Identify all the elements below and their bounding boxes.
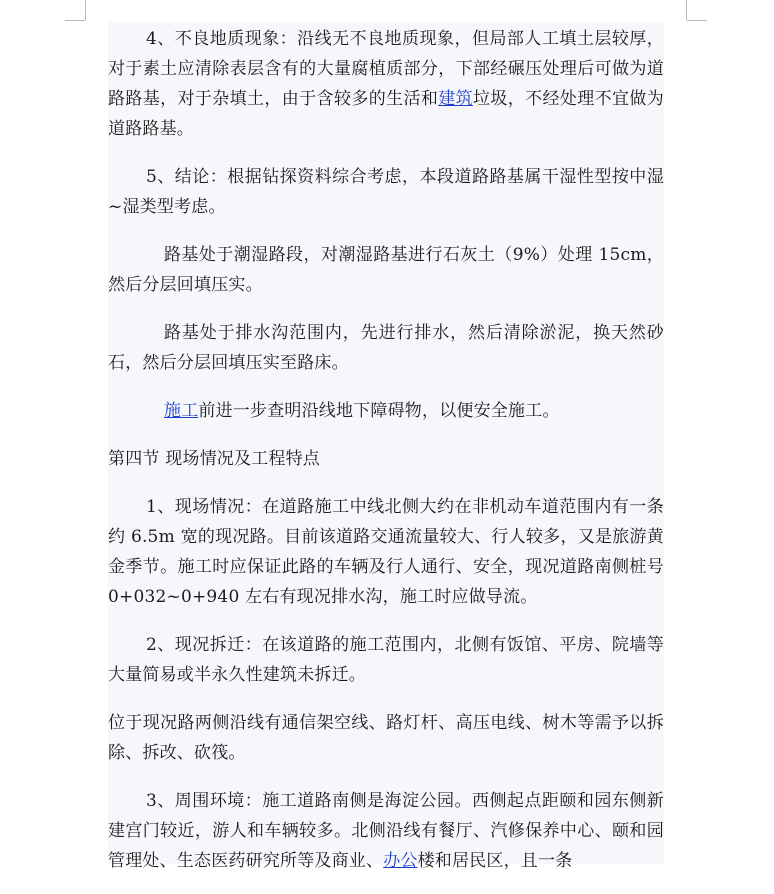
paragraph-site-conditions: 1、现场情况：在道路施工中线北侧大约在非机动车道范围内有一条约 6.5m 宽的现况路。目前该道路交通流量较大、行人较多，又是旅游黄金季节。施工时应保证此路的车辆及行人通行、安全，现况道路南侧桩号 0+032~0+940 左右有现况排水沟，施工时应做导流。: [108, 497, 664, 607]
paragraph-surroundings: [108, 786, 664, 876]
paragraph-obstacles: [108, 396, 664, 426]
page-corner-mark-right-h: [687, 20, 707, 21]
link-construction-work[interactable]: 施工: [164, 401, 199, 421]
section-heading: 第四节 现场情况及工程特点: [108, 449, 321, 469]
paragraph-text: 3、周围环境：施工道路南侧是海淀公园。西侧起点距颐和园东侧新建宫门较近，游人和车辆较多。北侧沿线有餐厅、汽修保养中心、颐和园管理处、生态医药研究所等及商业、: [108, 791, 664, 871]
link-office[interactable]: 办公: [383, 851, 418, 871]
paragraph-wet-subgrade: 路基处于潮湿路段，对潮湿路基进行石灰土（9%）处理 15cm，然后分层回填压实。: [108, 245, 664, 295]
paragraph-drainage-subgrade: 路基处于排水沟范围内，先进行排水，然后清除淤泥，换天然砂石，然后分层回填压实至路床。: [108, 323, 664, 373]
paragraph-geology: [108, 24, 664, 144]
link-construction[interactable]: 建筑: [438, 89, 473, 109]
page-corner-mark-right: [686, 0, 687, 20]
page-corner-mark-left: [85, 0, 86, 20]
page-corner-mark-left-h: [65, 20, 85, 21]
document-body: [108, 24, 664, 894]
paragraph-text: 4、不良地质现象：沿线无不良地质现象，但局部人工填土层较厚，对于素土应清除表层含有的大量腐植质部分，下部经碾压处理后可做为道路路基，对于杂填土，由于含较多的生活和: [108, 29, 664, 109]
paragraph-conclusion: 5、结论：根据钻探资料综合考虑，本段道路路基属干湿性型按中湿~湿类型考虑。: [108, 167, 664, 217]
paragraph-text: 垃圾，不经处理不宜做为道路路基。: [108, 89, 664, 139]
paragraph-demolition: 2、现况拆迁：在该道路的施工范围内，北侧有饭馆、平房、院墙等大量简易或半永久性建筑未拆迁。: [108, 635, 664, 685]
paragraph-text: 前进一步查明沿线地下障碍物，以便安全施工。: [198, 401, 560, 421]
paragraph-text: 楼和居民区，且一条: [417, 851, 573, 871]
paragraph-utilities: 位于现况路两侧沿线有通信架空线、路灯杆、高压电线、树木等需予以拆除、拆改、砍筏。: [108, 713, 664, 763]
